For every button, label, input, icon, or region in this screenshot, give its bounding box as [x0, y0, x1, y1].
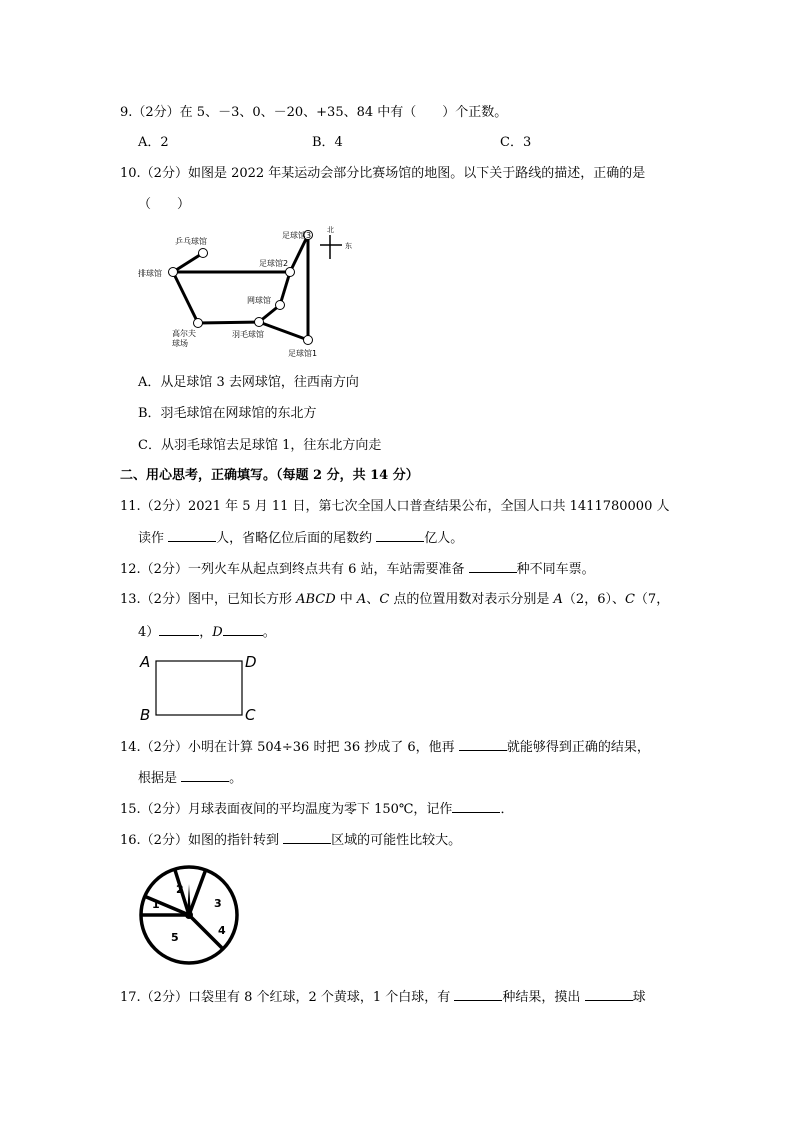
q11-blank-2[interactable] — [376, 529, 424, 542]
q13-blank-1[interactable] — [159, 623, 199, 636]
q17-text-c: 球 — [632, 990, 646, 1005]
q10-option-b: B．羽毛球馆在网球馆的东北方 — [138, 406, 317, 421]
spinner-label-5: 5 — [171, 931, 179, 944]
q13-text-a: 13.（2分）图中，已知长方形 — [120, 592, 297, 607]
q14-text-d: 。 — [229, 771, 243, 786]
question-14 — [120, 738, 650, 757]
vertex-c: C — [245, 706, 256, 724]
q13-text-i: 。 — [262, 625, 276, 640]
spinner-hub — [185, 911, 193, 919]
volleyball-node — [169, 268, 178, 277]
spinner-figure — [138, 864, 242, 968]
compass-icon — [320, 225, 352, 259]
rectangle-abcd-figure — [138, 650, 268, 725]
q11-line-2 — [138, 529, 463, 548]
vertex-a: A — [140, 653, 151, 671]
rectangle-abcd — [156, 661, 242, 715]
q11-text-a: 读作 — [138, 531, 169, 546]
q14-blank-2[interactable] — [181, 769, 229, 782]
question-12 — [120, 560, 595, 579]
section-2-heading: 二、用心思考，正确填写。（每题 2 分，共 14 分） — [120, 468, 419, 483]
label-soccer3: 足球馆3 — [282, 231, 312, 240]
q13-text-d: 点的位置用数对表示分别是 — [389, 592, 554, 607]
spinner-label-3: 3 — [214, 897, 222, 910]
venue-map — [130, 222, 360, 362]
q16-text-a: 16.（2分）如图的指针转到 — [120, 833, 284, 848]
question-17 — [120, 988, 646, 1007]
vertex-d: D — [245, 653, 257, 671]
q16-text-b: 区域的可能性比较大。 — [331, 833, 462, 848]
q17-blank-1[interactable] — [454, 988, 502, 1001]
vertex-b: B — [140, 706, 151, 724]
q10-option-c: C．从羽毛球馆去足球馆 1，往东北方向走 — [138, 438, 382, 453]
question-9: 9.（2分）在 5、－3、0、－20、+35、84 中有（ ）个正数。 — [120, 105, 508, 120]
question-15 — [120, 800, 513, 819]
soccer1-node — [304, 336, 313, 345]
q13-blank-2[interactable] — [223, 623, 263, 636]
spinner-label-1: 1 — [152, 898, 160, 911]
q13-line-2 — [138, 623, 276, 642]
q17-text-b: 种结果，摸出 — [502, 990, 585, 1005]
q14-text-c: 根据是 — [138, 771, 182, 786]
q13-point-c-coord: C — [624, 592, 635, 607]
q13-text-c: 、 — [366, 592, 380, 607]
q10-option-a: A．从足球馆 3 去网球馆，往西南方向 — [138, 375, 359, 390]
badminton-node — [255, 318, 264, 327]
q11-blank-1[interactable] — [168, 529, 216, 542]
q13-text-e: （2，6）、 — [562, 592, 625, 607]
spinner-label-2: 2 — [176, 883, 184, 896]
q14-line-2 — [138, 769, 242, 788]
q10-answer-paren: （ ） — [138, 197, 191, 212]
spinner-label-4: 4 — [218, 924, 226, 937]
label-golf-2: 球场 — [172, 339, 188, 348]
question-10: 10.（2分）如图是 2022 年某运动会部分比赛场馆的地图。以下关于路线的描述，正确的是 — [120, 166, 646, 181]
q15-text-b: ． — [500, 802, 514, 817]
q14-text-a: 14.（2分）小明在计算 504÷36 时把 36 抄成了 6，他再 — [120, 740, 459, 755]
question-11: 11.（2分）2021 年 5 月 11 日，第七次全国人口普查结果公布，全国人口共 1411780000 人 — [120, 499, 670, 514]
q13-text-f: （7， — [634, 592, 670, 607]
q14-text-b: 就能够得到正确的结果， — [506, 740, 650, 755]
compass-north: 北 — [327, 226, 334, 234]
q15-text-a: 15.（2分）月球表面夜间的平均温度为零下 150℃，记作 — [120, 802, 453, 817]
q9-option-b: B．4 — [312, 135, 343, 150]
tennis-node — [276, 301, 285, 310]
q17-blank-2[interactable] — [585, 988, 633, 1001]
q16-blank[interactable] — [283, 831, 331, 844]
label-pingpong: 乒乓球馆 — [175, 237, 207, 246]
label-volleyball: 排球馆 — [138, 269, 162, 278]
soccer2-node — [286, 268, 295, 277]
q13-point-d: D — [212, 625, 223, 640]
q13-text-b: 中 — [335, 592, 357, 607]
q9-option-a: A．2 — [138, 135, 169, 150]
q9-option-c: C．3 — [500, 135, 532, 150]
golf-node — [194, 319, 203, 328]
q12-text-b: 种不同车票。 — [516, 562, 595, 577]
q13-rect-name: ABCD — [296, 592, 336, 607]
q13-text-g: 4） — [138, 625, 160, 640]
label-badminton: 羽毛球馆 — [232, 330, 264, 339]
question-13 — [120, 591, 669, 609]
label-soccer2: 足球馆2 — [259, 259, 289, 268]
q13-text-h: ， — [199, 625, 213, 640]
q12-text-a: 12.（2分）一列火车从起点到终点共有 6 站，车站需要准备 — [120, 562, 469, 577]
pingpong-node — [199, 249, 208, 258]
q11-text-b: 人，省略亿位后面的尾数约 — [216, 531, 377, 546]
q15-blank[interactable] — [452, 800, 500, 813]
q13-point-a: A — [356, 592, 367, 607]
q12-blank[interactable] — [469, 560, 517, 573]
q13-point-c: C — [379, 592, 390, 607]
q14-blank-1[interactable] — [459, 738, 507, 751]
q17-text-a: 17.（2分）口袋里有 8 个红球，2 个黄球，1 个白球，有 — [120, 990, 455, 1005]
q13-point-a-coord: A — [553, 592, 563, 607]
label-soccer1: 足球馆1 — [288, 349, 318, 358]
q11-text-c: 亿人。 — [424, 531, 464, 546]
compass-east: 东 — [345, 242, 352, 250]
label-tennis: 网球馆 — [247, 296, 271, 305]
question-16 — [120, 831, 461, 850]
label-golf-1: 高尔夫 — [172, 329, 196, 338]
